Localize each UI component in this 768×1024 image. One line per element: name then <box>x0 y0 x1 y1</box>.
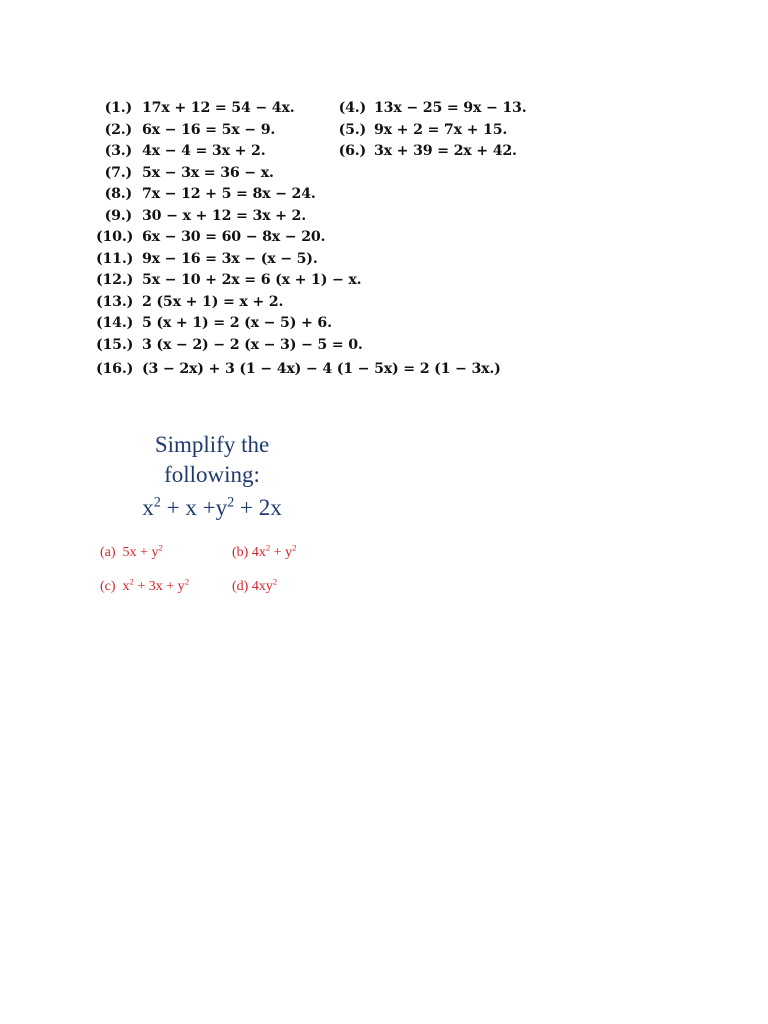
equation-number: (8.) <box>104 186 132 202</box>
equation-text: 4x − 4 = 3x + 2. <box>142 143 266 159</box>
option-label: (c) <box>100 579 116 594</box>
option-exponent: 2 <box>158 542 163 553</box>
equation-number: (11.) <box>96 250 134 267</box>
option-a[interactable] <box>100 542 232 561</box>
equation-number: (6.) <box>338 143 366 159</box>
answer-row <box>100 536 296 570</box>
equation-text: 5 (x + 1) = 2 (x − 5) + 6. <box>142 315 332 331</box>
equation-text: 5x − 10 + 2x = 6 (x + 1) − x. <box>142 272 362 288</box>
equation-number: (7.) <box>104 164 132 181</box>
equation-text: (3 − 2x) + 3 (1 − 4x) − 4 (1 − 5x) = 2 (1 − 3x.) <box>142 361 501 377</box>
equation-text: 5x − 3x = 36 − x. <box>142 164 274 181</box>
equation-row <box>96 163 526 185</box>
equation-row <box>96 227 526 249</box>
equation-number: (10.) <box>96 229 134 245</box>
equation-text: 7x − 12 + 5 = 8x − 24. <box>142 186 316 202</box>
equation-text: 9x + 2 = 7x + 15. <box>374 121 508 138</box>
option-label: (b) <box>232 545 249 560</box>
expression-term: + x +y <box>160 495 228 520</box>
equation-text: 30 − x + 12 = 3x + 2. <box>142 207 306 224</box>
equation-row <box>96 141 526 163</box>
equation-row <box>96 359 526 381</box>
option-text: 5x + y <box>122 545 159 560</box>
equation-row <box>96 335 526 357</box>
equation-row <box>96 120 526 142</box>
answer-row <box>100 570 296 604</box>
equation-text: 17x + 12 = 54 − 4x. <box>142 100 295 116</box>
option-exponent: 2 <box>129 576 134 587</box>
equation-number: (2.) <box>104 121 132 138</box>
option-exponent: 2 <box>292 542 297 553</box>
option-label: (a) <box>100 545 116 560</box>
question-title-line: following: <box>164 462 260 487</box>
equation-row <box>96 249 526 271</box>
equation-row <box>96 313 526 335</box>
equation-text: 9x − 16 = 3x − (x − 5). <box>142 250 318 267</box>
equation-row <box>96 98 526 120</box>
equation-number: (9.) <box>104 207 132 224</box>
question-title-line: Simplify the <box>154 432 270 457</box>
equation-number: (14.) <box>96 315 134 331</box>
equation-number: (12.) <box>96 272 134 288</box>
option-exponent: 2 <box>265 542 271 553</box>
equation-list <box>96 98 526 381</box>
question-expression <box>128 493 296 523</box>
equation-row <box>96 206 526 228</box>
option-text: + y <box>270 545 293 560</box>
equation-text: 6x − 16 = 5x − 9. <box>142 121 276 138</box>
equation-row <box>96 184 526 206</box>
equation-number: (16.) <box>96 361 134 377</box>
expression-term: x <box>142 495 154 520</box>
equation-number: (4.) <box>338 100 366 116</box>
option-b[interactable] <box>232 542 297 561</box>
equation-text: 3x + 39 = 2x + 42. <box>374 143 517 159</box>
answer-options <box>100 536 296 604</box>
equation-number: (1.) <box>104 100 132 116</box>
equation-number: (3.) <box>104 143 132 159</box>
option-exponent: 2 <box>272 576 278 587</box>
equation-number: (5.) <box>338 121 366 138</box>
equation-row <box>96 270 526 292</box>
option-exponent: 2 <box>184 576 190 587</box>
equation-text: 13x − 25 = 9x − 13. <box>374 100 527 116</box>
option-c[interactable] <box>100 576 232 595</box>
equation-text: 2 (5x + 1) = x + 2. <box>142 293 284 310</box>
option-text: 4xy <box>251 579 273 594</box>
equation-row <box>96 292 526 314</box>
equation-number: (15.) <box>96 336 134 353</box>
option-label: (d) <box>232 579 249 594</box>
equation-text: 6x − 30 = 60 − 8x − 20. <box>142 229 326 245</box>
equation-text: 3 (x − 2) − 2 (x − 3) − 5 = 0. <box>142 336 363 353</box>
option-text: + 3x + y <box>133 579 185 594</box>
expression-term: + 2x <box>234 495 282 520</box>
question-title <box>128 430 296 490</box>
expression-exponent: 2 <box>153 494 161 511</box>
option-text: x <box>122 579 130 594</box>
option-text: 4x <box>251 545 266 560</box>
option-d[interactable] <box>232 576 278 595</box>
equation-number: (13.) <box>96 293 134 310</box>
expression-exponent: 2 <box>227 494 235 511</box>
